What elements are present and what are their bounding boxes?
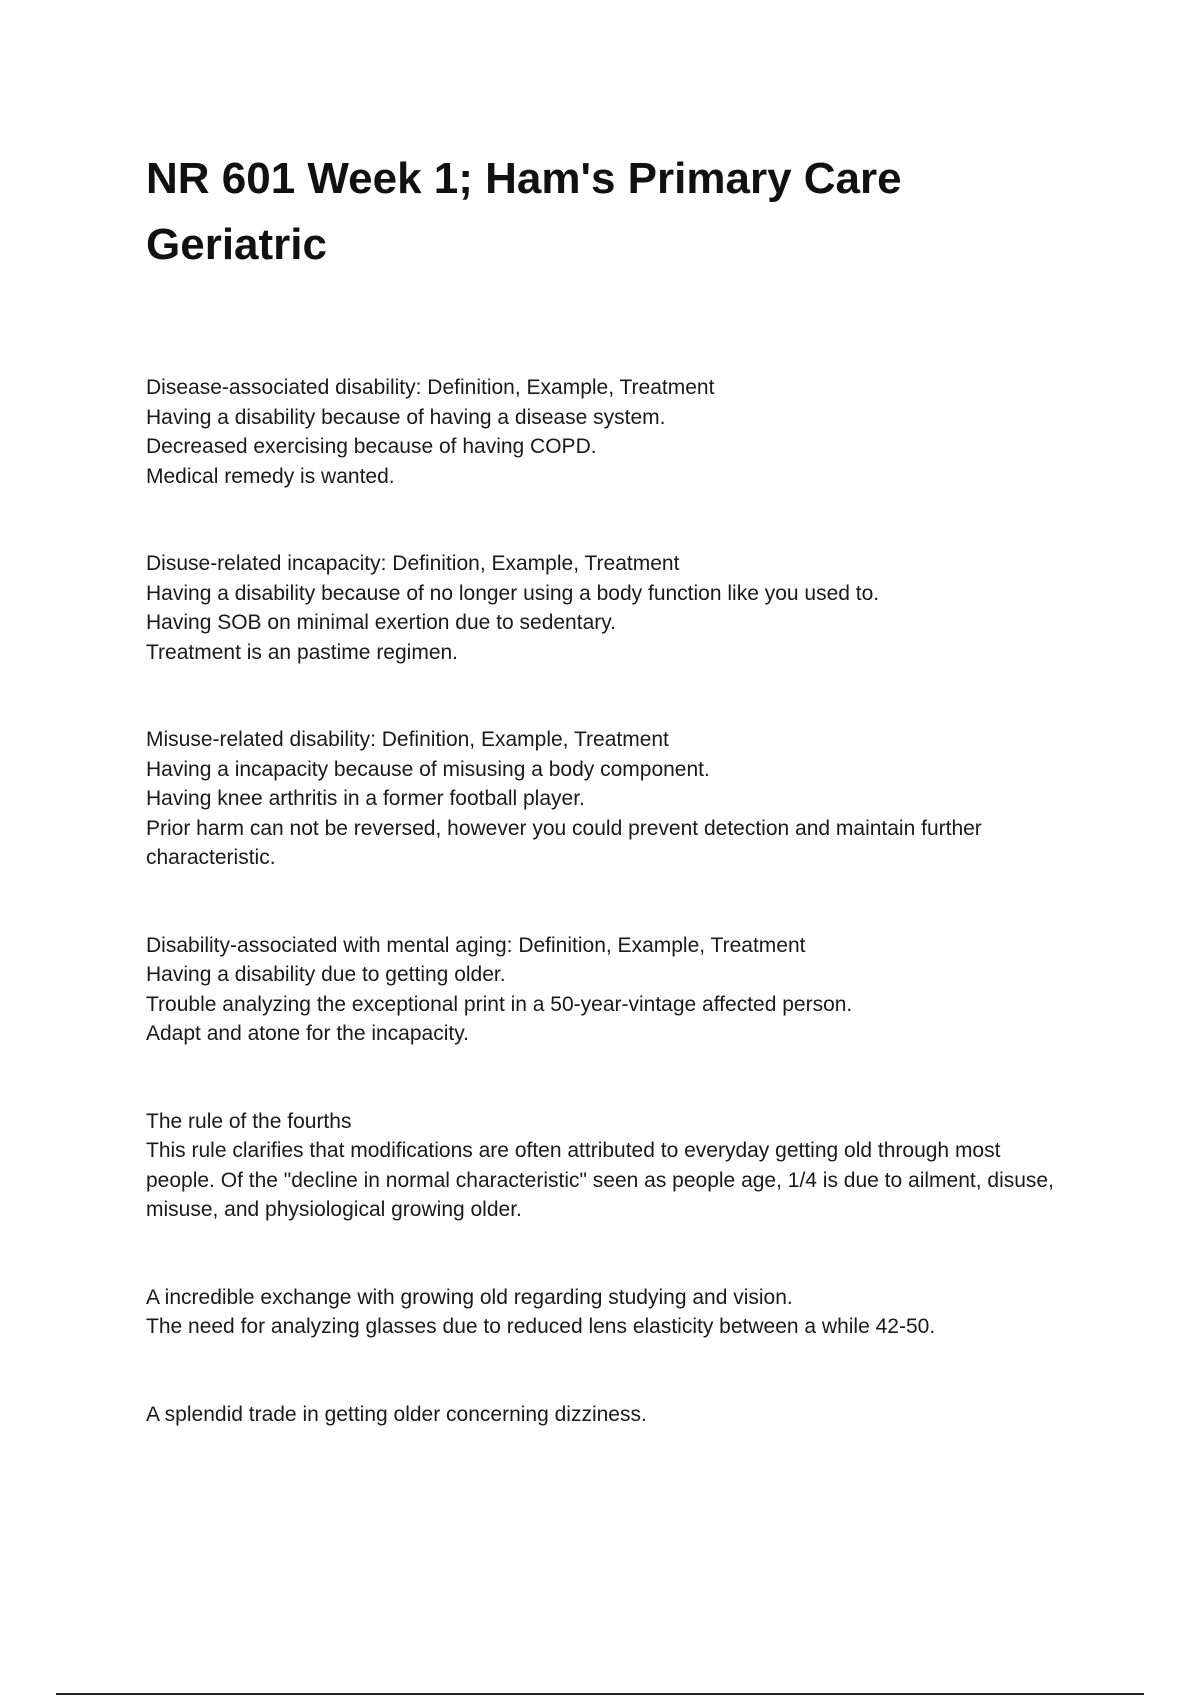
document-title: NR 601 Week 1; Ham's Primary Care Geriatric — [146, 154, 902, 269]
footer-divider — [56, 1693, 1144, 1695]
section-misuse-related-disability — [146, 725, 1066, 873]
section-line: Having a disability due to getting older. — [146, 963, 506, 986]
section-heading: A incredible exchange with growing old regarding studying and vision. — [146, 1285, 793, 1309]
section-line: Treatment is an pastime regimen. — [146, 640, 459, 664]
section-mental-aging-disability — [146, 931, 1066, 1049]
section-reading-vision — [146, 1283, 1066, 1342]
section-line: The need for analyzing glasses due to reduced lens elasticity between a while 42-50. — [146, 1315, 936, 1338]
section-heading: Disease-associated disability: Definition, Example, Treatment — [146, 376, 715, 399]
document-body — [146, 373, 1066, 1487]
section-line: Trouble analyzing the exceptional print in a 50-year-vintage affected person. — [146, 992, 853, 1016]
section-heading: Misuse-related disability: Definition, Example, Treatment — [146, 728, 669, 751]
section-line: Having a incapacity because of misusing a body component. — [146, 757, 710, 781]
section-disuse-related-incapacity — [146, 549, 1066, 667]
section-line: Adapt and atone for the incapacity. — [146, 1022, 469, 1045]
section-paragraph: This rule clarifies that modifications are often attributed to everyday getting old through most people. Of the "decline in normal characteristic" seen as people age, 1/4 is due to ailment, disuse, misuse, and physiological growing older. — [146, 1139, 1054, 1221]
section-heading: The rule of the fourths — [146, 1109, 352, 1133]
section-line: Decreased exercising because of having COPD. — [146, 435, 597, 458]
section-heading: A splendid trade in getting older concerning dizziness. — [146, 1402, 647, 1426]
section-disease-associated-disability — [146, 373, 1066, 491]
section-dizziness — [146, 1400, 1066, 1430]
section-heading: Disability-associated with mental aging: Definition, Example, Treatment — [146, 933, 806, 957]
section-line: Medical remedy is wanted. — [146, 464, 395, 488]
section-heading: Disuse-related incapacity: Definition, Example, Treatment — [146, 552, 680, 575]
section-line: Prior harm can not be reversed, however you could prevent detection and maintain further characteristic. — [146, 816, 982, 869]
section-line: Having knee arthritis in a former football player. — [146, 787, 585, 810]
section-rule-of-fourths — [146, 1107, 1066, 1225]
section-line: Having a disability because of having a disease system. — [146, 405, 666, 429]
section-line: Having a disability because of no longer using a body function like you used to. — [146, 581, 880, 605]
section-line: Having SOB on minimal exertion due to sedentary. — [146, 611, 617, 634]
